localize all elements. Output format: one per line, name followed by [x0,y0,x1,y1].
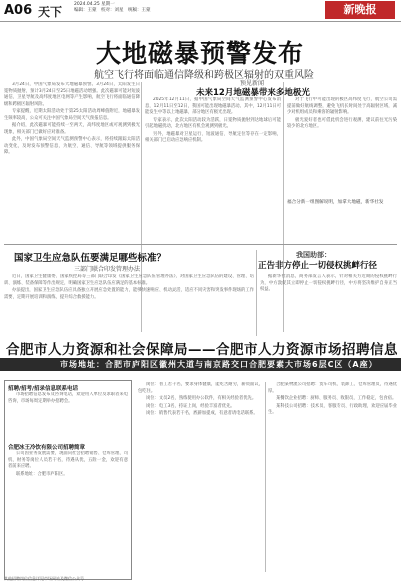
health-story-headline: 国家卫生应急队伍要满足哪些标准？ [14,253,167,264]
listings-col2: 岗位：普工若干名，要求身体健康，能吃苦耐劳，薪资面议，包吃住。 岗位：文员2名，熟练使用办公软件，有相关经验者优先。 岗位：电工3名，持证上岗，经验丰富者优先。 岗位：销售代表若干名，底薪加提成，有意者请电话联系。 [138,382,263,416]
section-tag: 预见新闻 [240,80,265,87]
commerce-story-headline: 正告非方停止一切侵权挑衅行径 [258,261,378,271]
issue-meta: 2024.04.25 星期一 编辑：王蒙 校对：刘星 统稿：王蒙 [74,2,151,13]
lead-subhead: 航空飞行将面临通信降级和跨极区辐射的双重风险 [94,70,314,81]
page-number: A06 [4,3,33,18]
health-story-body: 近日，国家卫生健康委、国家疾控局等三部门联合印发《国家卫生应急队伍管理办法》，对国家卫生应急队伍的建设、管理、培训、演练、装备保障等作出规定，明确国家卫生应急队伍应满足的基本标准。 办法提出，国家卫生应急队伍应具备独立开展应急处置的能力，能够快速响应、机动灵活，适应不同灾害和突发事件现场的工作需要，定期开展培训和演练，提升综合救援能力。 [4,274,254,300]
ad-box-body: 市场招聘信息发布及咨询电话，欢迎用人单位及求职者来电咨询，市场每周定期举办招聘会。 [8,392,128,404]
sub-section-headline: 未来12月地磁暴带来多地极光 [196,88,310,98]
footer-note: 其他招聘岗位信息详见市场网站及微信公众号 [4,576,84,581]
commerce-story-body: 据新华社消息，商务部发言人表示，针对相关方近期的侵权挑衅行为，中方敦促其立即停止一切侵权挑衅行径，中方将坚决维护自身正当权益。 [260,274,397,292]
lead-headline: 大地磁暴预警发布 [96,39,305,68]
photo-caption: 福合分新一组图解说明，加拿大地磁，新华社发 [287,200,384,205]
masthead [0,0,401,22]
lead-body-col1: 3月24日，中国气象局发布大地磁暴预警。3月24日，太阳发生日冕物质抛射，预计3月24日至25日地磁活动增强。此次磁暴可能对短波通信、卫星导航及高纬度地区电网等产生影响，航空飞行将面临通信降级和跨极区辐射风险。 专家提醒，近期太阳活动处于第25太阳活动周峰值附近，地磁暴发生频率较高，公众可关注中国气象局空间天气预报信息。 据介绍，此次磁暴可能持续一至两天，高纬度地区或可观测到极光现象，相关部门已做好应对准备。 此外，中国气象局空间天气监测预警中心表示，将持续跟踪太阳活动变化，及时发布预警信息，为航空、通信、导航等领域提供服务保障。 [4,82,140,155]
banner-title: 合肥市人力资源和社会保障局——合肥市人力资源市场招聘信息 [6,342,398,358]
lead-body-col2: 2025年12月11日，据中国气象局空间天气监测预警中心发布消息，12月11日至12日，我国可能出现地磁暴活动。其中，12月11日可能发生中等以上地磁暴，部分地区有极光出现。 专家表示，此次太阳活动较为活跃，日冕物质抛射到达地球后可能引起地磁扰动，北方地区有机会观测到极光。 另外，地磁暴对卫星运行、短波通信、导航定位等存在一定影响，相关部门已启动应急响应机制。 [145,97,281,143]
column-rule [265,382,266,572]
health-story-subhead: 三部门联合印发管理办法 [74,266,141,273]
ad-box-title: 招聘/招考/招录信息联系电话 [8,386,79,392]
newspaper-logo: 新晚报 [325,1,395,19]
story-kicker: 我国助部： [296,251,331,259]
divider [4,244,397,245]
column-rule [256,250,257,336]
lead-body-col3: 对于飞行中可能出现的极区高纬度飞行，航空公司需提前做好航线调整，避免飞机长时间处于高辐射区域，减少对机组成员和乘客的辐射影响。 极光爱好者也可借此机会进行观测，建议前往光污染较少的北方地区。 [287,97,397,129]
listings-col3: 合肥某物流公司招聘：货车司机、装卸工、仓库管理员，待遇优厚。 某餐饮企业招聘：厨师、服务员、收银员，工作稳定，包食宿。 某科技公司招聘：技术员、客服专员、行政助理，欢迎应届毕业生。 [268,382,397,415]
section-title: 天下 [38,5,63,19]
company-ad-title: 合肥冰王冷饮有限公司招聘简章 [8,445,86,451]
company-ad-body: 公司因业务发展需要，现面向社会招聘销售、仓库管理、司机、财务等岗位人员若干名，待遇从优，五险一金，欢迎有意者前来应聘。 联系地址：合肥市庐阳区。 [8,451,128,477]
banner-subtitle: 市场地址：合肥市庐阳区徽州大道与南京路交口合肥要素大市场6层C区（A座） [60,360,378,369]
